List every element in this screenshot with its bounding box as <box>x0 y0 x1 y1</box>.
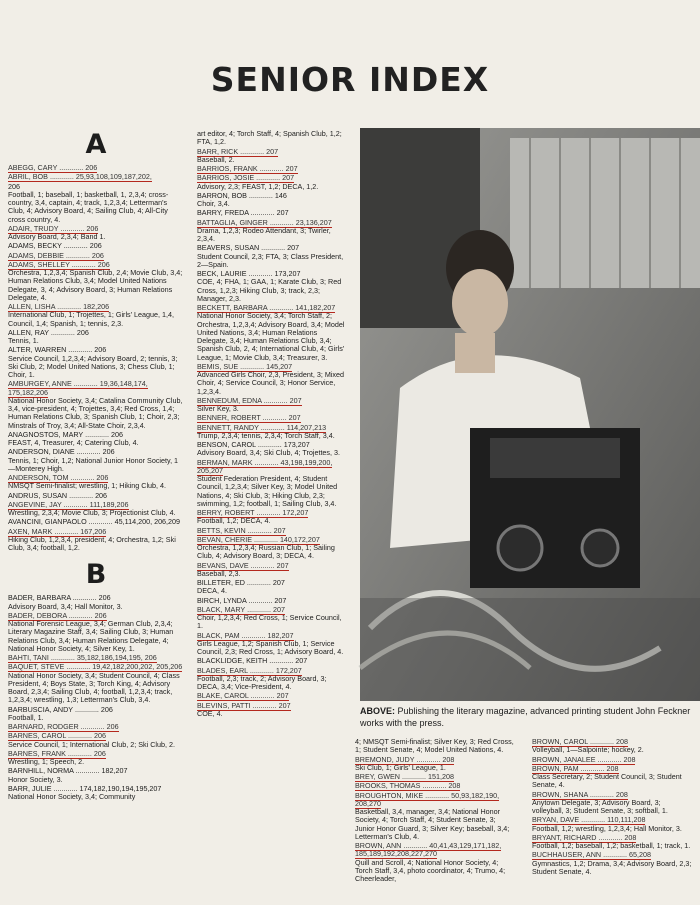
entry-detail: Service Council, 1,2,3,4; Advisory Board, 2; tennis, 3; Ski Club, 2; Model United Nations, 3; Chess Club, 1; Choir, 1. <box>8 353 178 379</box>
entry-name-text: BETTS, KEVIN ............ 207 <box>197 525 286 535</box>
entry-name-text: BARNES, FRANK ............ 206 <box>8 748 106 758</box>
index-entry <box>8 706 184 723</box>
entry-name-text: BRYANT, RICHARD ............ 208 <box>532 832 637 842</box>
entry-name-text: ALLEN, LISHA ............ 182,206 <box>8 302 110 311</box>
entry-name-text: ADAMS, SHELLEY ............ 206 <box>8 259 110 269</box>
entry-name-text: BENNER, ROBERT ............ 207 <box>197 413 301 423</box>
entry-name-text: BEVANS, DAVE ............ 207 <box>197 560 289 570</box>
entry-name-text: BROOKS, THOMAS ............ 208 <box>355 781 461 791</box>
entry-detail: Advisory Board, 2,3,4; Band 1. <box>8 232 106 241</box>
entry-name <box>355 773 517 781</box>
index-entry <box>8 612 184 653</box>
index-column-1 <box>8 130 184 905</box>
index-entry <box>197 459 349 509</box>
index-entry <box>8 663 184 704</box>
index-entry <box>355 842 517 883</box>
index-entry <box>8 173 184 181</box>
entry-detail: Advanced Girls Choir, 2,3, President, 3; Mixed Choir, 4; Service Council, 3; Honor Service, 1,2,3,4. <box>197 370 345 396</box>
entry-detail: Football, 2,3; track, 2; Advisory Board, 3; DECA, 3,4; Vice-President, 4. <box>197 673 327 691</box>
index-entry <box>8 492 184 500</box>
entry-name <box>8 252 184 260</box>
entry-name <box>197 165 349 173</box>
index-entry <box>197 657 349 665</box>
entry-name <box>8 380 184 397</box>
entry-detail: Honor Society, 3. <box>8 774 63 784</box>
entry-name-text: BARRIOS, FRANK ............ 207 <box>197 164 298 173</box>
entry-detail: National Honor Society, 3,4; Student Council, 4; Class President, 4; Boys State, 3; Torch King, 4; Advisory Board, 2,3,4; Sailing Club, 4; football, 1,2,3,4; track, 1,2,3,4; wrestling, 1,3; Letterman's Club, 3,4. <box>8 670 180 705</box>
entry-name-text: ADAMS, DEBBIE ............ 206 <box>8 250 104 260</box>
index-entry <box>8 528 184 553</box>
entry-detail: DECA, 4. <box>197 586 227 596</box>
entry-name <box>355 842 517 859</box>
caption-text: Publishing the literary magazine, advanced printing student John Feckner works with the press. <box>360 706 691 728</box>
entry-detail: International Club, 1; Trojettes, 1; Girls' League, 1,4, Council, 1,4; Spanish, 1; tennis, 2,3. <box>8 310 174 328</box>
index-entry <box>355 773 517 781</box>
index-entry <box>197 165 349 173</box>
entry-detail: National Honor Society, 3,4; Community <box>8 792 136 801</box>
index-entry <box>8 225 184 242</box>
entry-detail: Football, 1. <box>8 712 44 722</box>
entry-name <box>8 492 184 500</box>
entry-detail: Tennis, 1. <box>8 336 39 345</box>
index-entry <box>8 380 184 430</box>
entry-detail: Football, 1,2; baseball, 1,2; basketball, 1; track, 1. <box>532 841 691 850</box>
index-entry <box>8 261 184 302</box>
entry-name-text: ANDERSON, TOM ............ 206 <box>8 473 109 482</box>
entry-name-text: ABRIL, BOB ............ 25,93,108,109,187,202, <box>8 172 152 182</box>
entry-detail: Orchestra, 1,2,3,4; Spanish Club, 2,4; Movie Club, 3,4; Human Relations Club, 3,4; Model United Nations Delegate, 3, 4; Advisory Board, 3; Human Relations Delegate, 4. <box>8 268 183 302</box>
entry-name-text: BROUGHTON, MIKE ............ 50,93,182,190, 208,270 <box>355 790 500 808</box>
index-entry <box>197 562 349 579</box>
index-entry <box>532 738 694 755</box>
entry-detail: Class Secretary, 2; Student Council, 3; Student Senate, 4. <box>532 772 682 790</box>
index-entry <box>8 252 184 260</box>
entry-name <box>197 209 349 217</box>
entry-name-text: BEAVERS, SUSAN ............ 207 <box>197 243 300 253</box>
entry-name <box>8 723 184 731</box>
entry-detail: Orchestra, 1,2,3,4; Russian Club, 1; Sailing Club, 4; Advisory Board, 3; DECA, 4. <box>197 543 335 561</box>
index-column-4 <box>532 738 694 905</box>
entry-name-text: BROWN, PAM ............ 208 <box>532 763 619 773</box>
entry-detail: Choir, 3,4. <box>197 199 230 208</box>
entries-b <box>8 594 184 801</box>
entry-name-text: BROWN, JANALEE ............ 208 <box>532 754 636 764</box>
entries-col2 <box>197 130 349 718</box>
entry-name-text: BEVAN, CHERIE ............ 140,172,207 <box>197 534 320 544</box>
entry-name-text: BRYAN, DAVE ............ 110,111,208 <box>532 815 646 825</box>
entry-detail: Silver Key, 3. <box>197 404 239 413</box>
entry-name-text: BLADES, EARL ............ 172,207 <box>197 665 302 675</box>
entry-name-text: ANDRUS, SUSAN ............ 206 <box>8 490 108 500</box>
index-entry <box>532 834 694 851</box>
entry-name-text: BECKETT, BARBARA ............ 141,182,207 <box>197 303 336 312</box>
entry-detail: Student Federation President, 4; Student Council, 1,2,3,4; Silver Key, 3; Model United Nations, 4; Ski Club, 3; Hiking Club, 2,3; swimming, 1,2; football, 1; Sailing Club, 3,4. <box>197 474 338 508</box>
index-entry <box>355 782 517 790</box>
entry-name-text: BROWN, SHANA ............ 208 <box>532 789 628 799</box>
index-entry <box>197 597 349 605</box>
index-entry <box>197 209 349 217</box>
index-entry <box>197 441 349 458</box>
entry-detail: Football, 1,2; DECA, 4. <box>197 516 271 526</box>
entry-name-text: BADER, DEBORA ............ 206 <box>8 610 107 620</box>
entry-detail: Advisory Board, 3,4; Ski Club, 4; Trojettes, 3. <box>197 448 341 458</box>
index-entry <box>8 431 184 448</box>
entry-detail: Ski Club, 1; Girls' League, 1. <box>355 762 446 772</box>
index-entry <box>197 702 349 719</box>
index-entry <box>8 346 184 379</box>
entry-name-text: BARR, JULIE ............ 174,182,190,194,195,207 <box>8 783 162 793</box>
entry-detail: Quill and Scroll, 4; National Honor Society, 4; Torch Staff, 3,4, photo coordinator, 4; Trumo, 4; Cheerleader, <box>355 857 506 883</box>
section-letter-a: A <box>85 129 107 160</box>
entry-name-text: BILLETER, ED ............ 207 <box>197 578 285 587</box>
index-entry <box>197 606 349 631</box>
index-column-3 <box>355 738 517 905</box>
entry-detail: Choir, 1,2,3,4; Red Cross, 1; Service Council, 1. <box>197 613 342 631</box>
index-entry <box>197 527 349 535</box>
entry-detail: Football, 1,2; wrestling, 1,2,3,4; Hall Monitor, 3. <box>532 823 682 833</box>
index-entry <box>197 536 349 561</box>
index-entry <box>532 816 694 833</box>
entry-name-text: BLACKLIDGE, KEITH ............ 207 <box>197 656 308 666</box>
entry-name-text: ABEGG, CARY ............ 206 <box>8 163 98 172</box>
page-title: SENIOR INDEX <box>210 60 490 99</box>
entry-name <box>197 657 349 665</box>
entry-name-text: BENNETT, RANDY ............ 114,207,213 <box>197 422 327 432</box>
entry-name <box>8 164 184 172</box>
entry-detail: Gymnastics, 1,2; Drama, 3,4; Advisory Board, 2,3; Student Senate, 4. <box>532 858 692 876</box>
entry-name-text: BIRCH, LYNDA ............ 207 <box>197 595 287 605</box>
index-entry <box>197 304 349 362</box>
index-entry <box>8 518 184 526</box>
index-column-2 <box>197 129 349 718</box>
entry-name-text: BLACK, PAM ............ 182,207 <box>197 630 294 640</box>
entry-name-text: ADAIR, TRUDY ............ 206 <box>8 223 99 233</box>
entry-detail: art editor, 4; Torch Staff, 4; Spanish Club, 1,2; FTA, 1,2. <box>197 129 342 147</box>
entry-detail: Tennis, 1; Choir, 1,2; National Junior Honor Society, 1—Monterey High. <box>8 455 179 473</box>
entry-detail: COE, 4. <box>197 708 223 718</box>
entry-name-text: BREMOND, JUDY ............ 208 <box>355 754 455 764</box>
index-entry <box>355 738 517 755</box>
entry-name-text: BARR, RICK ............ 207 <box>197 146 279 156</box>
entry-name <box>8 173 184 181</box>
entry-name-text: AVANCINI, GIANPAOLO ............ 45,114,200, 206,209 <box>8 517 181 527</box>
index-entry <box>8 723 184 731</box>
index-entry <box>197 270 349 303</box>
entry-detail: Girls League, 1,2; Spanish Club, 1; Service Council, 2,3; Red Cross, 1; Advisory Board, 4. <box>197 638 344 656</box>
entry-name <box>197 459 349 476</box>
index-entry <box>197 219 349 244</box>
index-entry <box>8 732 184 749</box>
entry-name-text: ANGEVINE, JAY ............ 111,189,206 <box>8 499 129 509</box>
entry-name-text: BLAKE, CAROL ............ 207 <box>197 691 289 701</box>
entry-name-text: BATTAGLIA, GINGER ............ 23,136,207 <box>197 217 332 227</box>
entry-name <box>8 242 184 250</box>
entry-name-text: BAQUET, STEVE ............ 19,42,182,200,202, 205,206 <box>8 662 183 672</box>
entry-detail: Football, 1; baseball, 1; basketball, 1, 2,3,4; cross-country, 3,4, captain, 4; track, 1,2,3,4; Letterman's Club, 4; Advisory Board, 4; Sailing Club, 4; All-City cross country, 4. <box>8 189 169 224</box>
caption-lead: ABOVE: <box>360 706 396 716</box>
entry-name-text: BARNHILL, NORMA ............ 182,207 <box>8 766 128 776</box>
entry-detail: Trump, 2,3,4; tennis, 2,3,4; Torch Staff, 3,4. <box>197 430 335 440</box>
entry-detail: Drama, 1,2,3; Rodeo Attendant, 3; Twirler, 2,3,4. <box>197 225 331 243</box>
index-entry <box>8 501 184 518</box>
index-entry <box>197 667 349 692</box>
index-entry <box>197 244 349 269</box>
entry-name-text: BARBUSCIA, ANDY ............ 206 <box>8 704 113 714</box>
index-entry <box>197 397 349 414</box>
entry-name <box>197 414 349 422</box>
entry-name-text: BARNARD, RODGER ............ 206 <box>8 722 119 731</box>
entry-detail: Volleyball, 1—Salpointe; hockey, 2. <box>532 745 644 755</box>
entry-name-text: BROWN, CAROL ............ 208 <box>532 737 628 746</box>
entry-detail: COE, 4; FHA, 1; GAA, 1; Karate Club, 3; Red Cross, 1,2,3; Hiking Club, 3; track, 2,3; Manager, 2,3. <box>197 277 342 303</box>
photo-caption <box>360 706 696 729</box>
entry-detail: National Honor Society, 3,4; Torch Staff, 2; Orchestra, 1,2,3,4; Advisory Board, 3,4; Model United Nations, 3,4; Human Relations Delegate, 3,4; Human Relations Club, 3,4; Spanish Club, 2, 4; International Club, 4; Girls' League, 1; Movie Club, 3,4; Treasurer, 3. <box>197 311 345 362</box>
index-entry <box>197 632 349 657</box>
entry-detail: National Honor Society, 3,4; Catalina Community Club, 3,4, vice-president, 4; Trojettes, 3,4; Red Cross, 1,4; Human Relations Club, 3; Spanish Club, 1; Choir, 2,3; Minstrals of Troy, 3,4; All-State Choir, 2,3,4. <box>8 395 183 430</box>
index-entry <box>8 164 184 172</box>
entry-name-text: BARNES, CAROL ............ 206 <box>8 731 106 741</box>
entry-name-text: BENSON, CAROL ............ 173,207 <box>197 440 310 449</box>
entry-name <box>355 792 517 809</box>
index-entry <box>8 183 184 224</box>
index-entry <box>8 594 184 611</box>
entry-name-text: BARRON, BOB ............ 146 <box>197 190 287 200</box>
entry-name <box>197 527 349 535</box>
index-entry <box>532 765 694 790</box>
entry-detail: 4; NMSQT Semi-finalist; Silver Key, 3; Red Cross, 1; Student Senate, 4; Model United Nations, 4. <box>355 737 514 755</box>
entry-name <box>197 597 349 605</box>
index-entry <box>8 303 184 328</box>
index-entry <box>355 756 517 773</box>
press-photo <box>360 128 700 701</box>
entry-name-text: BEMIS, SUE ............ 145,207 <box>197 361 293 371</box>
entries-a <box>8 164 184 552</box>
entry-name-text: 206 <box>8 181 20 191</box>
entry-detail: Student Council, 2,3; FTA, 3; Class President, 2—Spain. <box>197 251 344 269</box>
entry-detail: Advisory, 2,3; FEAST, 1,2; DECA, 1,2. <box>197 181 319 191</box>
index-entry <box>532 756 694 764</box>
entry-name-text: BECK, LAURIE ............ 173,207 <box>197 269 301 278</box>
entries-col4 <box>532 738 694 876</box>
entry-name-text: BADER, BARBARA ............ 206 <box>8 593 111 603</box>
index-entry <box>197 424 349 441</box>
entry-name-text: ALLEN, RAY ............ 206 <box>8 327 89 337</box>
entry-detail: Baseball, 2,3. <box>197 568 241 578</box>
index-entry <box>197 692 349 700</box>
entry-name-text: BERRY, ROBERT ............ 172,207 <box>197 508 309 517</box>
entries-col3 <box>355 738 517 883</box>
entry-name <box>8 518 184 526</box>
entry-name <box>8 654 184 662</box>
entry-detail: Basketball, 3,4, manager, 3,4; National Honor Society, 4; Torch Staff, 4; Student Senate, 3; Junior Honor Guard, 3; Silver Key; baseball, 3,4; Letterman's Club, 4. <box>355 807 510 841</box>
entry-name-text: BARRY, FREDA ............ 207 <box>197 208 289 218</box>
entry-name-text: ANAGNOSTOS, MARY ............ 206 <box>8 429 124 439</box>
index-entry <box>197 192 349 209</box>
index-entry <box>532 851 694 876</box>
index-entry <box>8 329 184 346</box>
index-entry <box>8 785 184 802</box>
index-entry <box>197 174 349 191</box>
entry-name-text: BERMAN, MARK ............ 43,198,199,200, 205,207 <box>197 457 333 475</box>
entry-name-text: BARRIOS, JOSIE ............ 207 <box>197 173 295 183</box>
entry-detail: Anytown Delegate, 3; Advisory Board, 3; volleyball, 3; Student Senate, 3; softball, 1. <box>532 797 668 815</box>
entry-detail: Advisory Board, 3,4; Hall Monitor, 3. <box>8 601 123 611</box>
index-entry <box>8 767 184 784</box>
entry-name-text: BUCHHAUSER, ANN ............ 65,208 <box>532 850 652 860</box>
entry-name-text: AXEN, MARK ............ 167,206 <box>8 526 107 536</box>
index-entry <box>197 130 349 147</box>
entry-name-text: ADAMS, BECKY ............ 206 <box>8 241 102 251</box>
entry-name-text: ANDERSON, DIANE ............ 206 <box>8 447 115 457</box>
entry-name <box>197 692 349 700</box>
entry-detail: Baseball, 2. <box>197 154 235 164</box>
index-entry <box>197 148 349 165</box>
entry-detail: FEAST, 4, Treasurer, 4; Catering Club, 4. <box>8 438 139 447</box>
entry-detail: Wrestling, 2,3,4; Movie Club, 3; Projectionist Club, 4. <box>8 508 176 517</box>
entry-detail: Hiking Club, 1,2,3,4, president, 4; Orchestra, 1,2; Ski Club, 3,4; football, 1,2. <box>8 534 176 552</box>
index-entry <box>8 448 184 473</box>
index-entry <box>355 792 517 842</box>
index-entry <box>532 791 694 816</box>
index-entry <box>8 474 184 491</box>
index-entry <box>8 750 184 767</box>
entry-name-text: BROWN, ANN ............ 40,41,43,129,171,182, 185,189,192,208,227,270 <box>355 841 502 859</box>
index-entry <box>8 654 184 662</box>
index-entry <box>197 509 349 526</box>
entry-detail: Wrestling, 1; Speech, 2. <box>8 757 85 766</box>
index-entry <box>197 579 349 596</box>
entry-name-text: BAHTI, TANI ............ 35,182,186,194,195, 206 <box>8 653 157 662</box>
index-entry <box>197 363 349 396</box>
entry-detail: NMSQT Semi-finalist; wrestling, 1; Hiking Club, 4. <box>8 481 167 491</box>
entry-name-text: BLACK, MARY ............ 207 <box>197 604 286 614</box>
entry-name-text: BENNEDUM, EDNA ............ 207 <box>197 395 302 405</box>
index-entry <box>197 414 349 422</box>
entry-detail: Service Council, 1; International Club, 2; Ski Club, 2. <box>8 739 175 749</box>
entry-name <box>532 756 694 764</box>
entry-detail: National Forensic League, 3,4; German Club, 2,3,4; Literary Magazine Staff, 3,4; Sailing Club, 3; Human Relations Club, 3,4; Human Relations Delegate, 4; National Honor Society, 4; Silver Key, 1. <box>8 619 174 653</box>
entry-name-text: BREY, GWEN ............ 151,208 <box>355 772 454 781</box>
entry-name-text: AMBURGEY, ANNE ............ 19,36,148,174, 175,182,206 <box>8 379 148 397</box>
entry-name <box>355 782 517 790</box>
entry-name-text: ALTER, WARREN ............ 206 <box>8 345 107 355</box>
entry-name-text: BLEVINS, PATTI ............ 207 <box>197 700 291 710</box>
section-letter-b: B <box>85 559 107 591</box>
index-entry <box>8 242 184 250</box>
photo-illustration <box>360 128 700 701</box>
